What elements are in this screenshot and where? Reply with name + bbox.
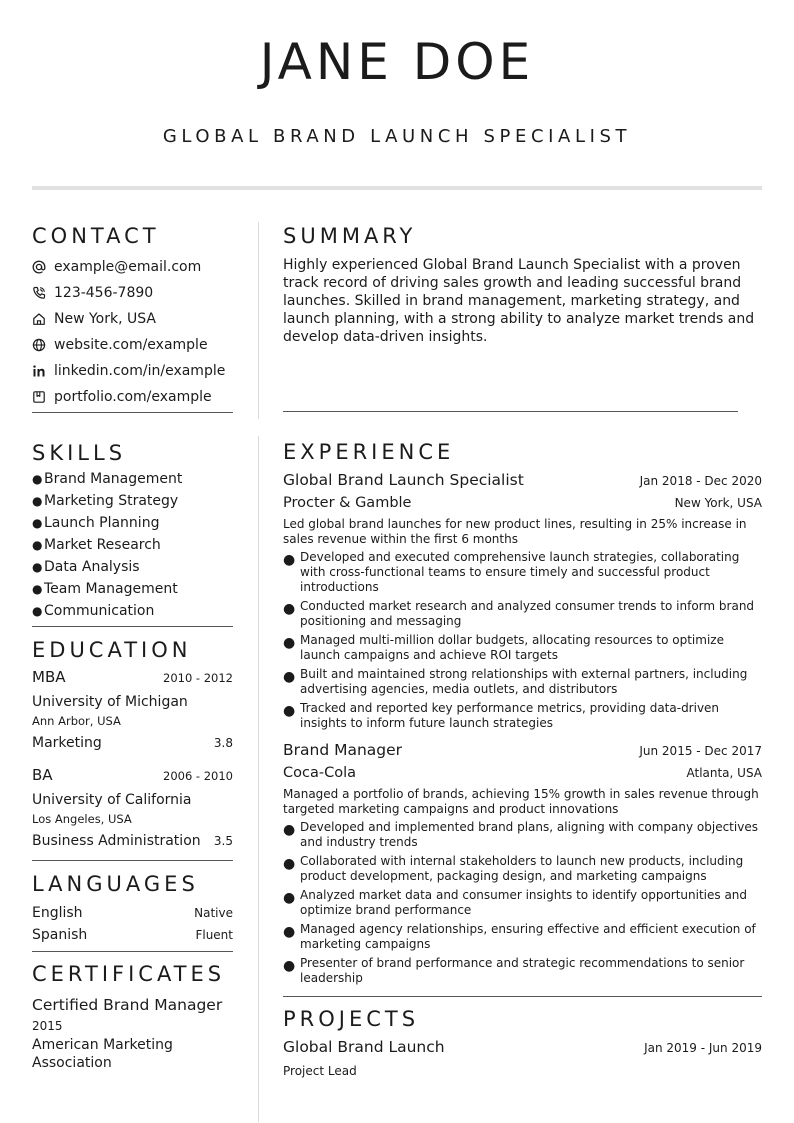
certificate-item — [32, 994, 233, 1072]
contact-linkedin-text: linkedin.com/in/example — [54, 363, 226, 379]
projects-heading: PROJECTS — [283, 1007, 420, 1031]
language-item — [32, 924, 233, 946]
education-years: 2006 - 2010 — [163, 769, 233, 783]
skill-item: ● Launch Planning — [32, 515, 160, 531]
language-level: Native — [194, 906, 233, 920]
languages-divider — [32, 951, 233, 952]
candidate-title: GLOBAL BRAND LAUNCH SPECIALIST — [162, 126, 632, 147]
contact-phone[interactable] — [32, 280, 233, 306]
job-company: Coca-Cola — [283, 765, 356, 781]
skill-item: ● Marketing Strategy — [32, 493, 179, 509]
education-section — [32, 636, 233, 861]
education-location: Ann Arbor, USA — [32, 714, 121, 728]
contact-website-text: website.com/example — [54, 337, 208, 353]
job-entry — [283, 741, 762, 986]
at-icon — [32, 260, 46, 274]
contact-linkedin[interactable] — [32, 358, 233, 384]
education-heading: EDUCATION — [32, 638, 192, 662]
job-bullet: ● Analyzed market data and consumer insights to identify opportunities and optimize brand performance — [283, 888, 748, 917]
job-description: Managed a portfolio of brands, achieving 15% growth in sales revenue through targeted marketing campaigns and product innovations — [283, 787, 759, 816]
contact-portfolio-text: portfolio.com/example — [54, 389, 212, 405]
education-degree: MBA — [32, 668, 66, 686]
job-bullets — [283, 820, 762, 986]
job-location: New York, USA — [674, 496, 762, 510]
contact-email-text: example@email.com — [54, 259, 202, 275]
skill-item: ● Communication — [32, 603, 155, 619]
job-dates: Jan 2018 - Dec 2020 — [639, 474, 762, 488]
header-divider — [32, 186, 762, 190]
job-title: Brand Manager — [283, 741, 403, 759]
languages-section — [32, 870, 233, 952]
skill-item: ● Market Research — [32, 537, 161, 553]
contact-list — [32, 254, 233, 410]
contact-email[interactable] — [32, 254, 233, 280]
globe-icon — [32, 338, 46, 352]
certificates-heading: CERTIFICATES — [32, 962, 226, 986]
education-school: University of California — [32, 792, 192, 808]
contact-location-text: New York, USA — [54, 311, 156, 327]
certificate-org: American Marketing Association — [32, 1037, 173, 1071]
contact-location — [32, 306, 233, 332]
language-item — [32, 902, 233, 924]
project-item — [283, 1038, 762, 1080]
education-entry — [32, 668, 233, 754]
right-column — [283, 222, 762, 1080]
job-bullet: ● Conducted market research and analyzed consumer trends to inform brand positioning and messaging — [283, 599, 755, 628]
languages-list — [32, 902, 233, 946]
project-dates: Jan 2019 - Jun 2019 — [644, 1041, 762, 1055]
education-gpa: 3.5 — [213, 834, 233, 848]
contact-portfolio[interactable] — [32, 384, 233, 410]
education-field: Business Administration — [32, 833, 201, 849]
education-degree: BA — [32, 766, 53, 784]
contact-phone-text: 123-456-7890 — [54, 285, 154, 301]
home-icon — [32, 312, 46, 326]
job-bullet: ● Developed and implemented brand plans, aligning with company objectives and industry trends — [283, 820, 758, 849]
job-bullet: ● Collaborated with internal stakeholders to launch new products, including product development, packaging design, and marketing campaigns — [283, 854, 744, 883]
language-name: Spanish — [32, 927, 88, 943]
phone-icon — [32, 286, 46, 300]
skill-item: ● Data Analysis — [32, 559, 140, 575]
job-entry — [283, 471, 762, 731]
job-dates: Jun 2015 - Dec 2017 — [639, 744, 762, 758]
summary-section — [283, 222, 762, 412]
skill-item: ● Team Management — [32, 581, 178, 597]
education-entry — [32, 766, 233, 852]
contact-heading: CONTACT — [32, 224, 160, 248]
job-description: Led global brand launches for new product lines, resulting in 25% increase in sales revenue within the first 6 months — [283, 517, 747, 546]
skills-list — [32, 468, 233, 622]
certificate-year: 2015 — [32, 1019, 63, 1033]
job-bullet: ● Built and maintained strong relationships with external partners, including advertising agencies, media outlets, and distributors — [283, 667, 748, 696]
job-bullet: ● Tracked and reported key performance metrics, providing data-driven insights to inform future launch strategies — [283, 701, 720, 730]
job-bullets — [283, 550, 762, 731]
job-company: Procter & Gamble — [283, 495, 412, 511]
job-bullet: ● Presenter of brand performance and strategic recommendations to senior leadership — [283, 956, 745, 985]
linkedin-icon — [32, 364, 46, 378]
summary-heading: SUMMARY — [283, 224, 417, 248]
job-title: Global Brand Launch Specialist — [283, 471, 524, 489]
contact-website[interactable] — [32, 332, 233, 358]
language-name: English — [32, 905, 83, 921]
job-bullet: ● Managed agency relationships, ensuring effective and efficient execution of marketing campaigns — [283, 922, 756, 951]
column-divider-bottom — [258, 436, 259, 1122]
summary-divider — [283, 411, 738, 412]
portfolio-icon — [32, 390, 46, 404]
education-years: 2010 - 2012 — [163, 671, 233, 685]
contact-section — [32, 222, 233, 413]
project-title: Global Brand Launch — [283, 1038, 445, 1056]
experience-section — [283, 438, 762, 997]
column-divider-top — [258, 222, 259, 419]
skills-section — [32, 439, 233, 627]
languages-heading: LANGUAGES — [32, 872, 199, 896]
education-school: University of Michigan — [32, 694, 188, 710]
education-gpa: 3.8 — [213, 736, 233, 750]
job-bullet: ● Managed multi-million dollar budgets, allocating resources to optimize launch campaigns and achieve ROI targets — [283, 633, 724, 662]
certificates-section — [32, 960, 233, 1072]
job-bullet: ● Developed and executed comprehensive launch strategies, collaborating with cross-functional teams to ensure timely and successful product introductions — [283, 550, 740, 594]
candidate-name: JANE DOE — [259, 33, 535, 91]
education-divider — [32, 860, 233, 861]
contact-divider — [32, 412, 233, 413]
skill-item: ● Brand Management — [32, 471, 183, 487]
projects-section — [283, 1005, 762, 1080]
skills-divider — [32, 626, 233, 627]
certificate-name: Certified Brand Manager — [32, 996, 223, 1014]
summary-text: Highly experienced Global Brand Launch Specialist with a proven track record of driving sales growth and leading successful brand launches. Skilled in brand management, marketing strategy, and launch planning, with a strong ability to analyze market trends and develop data-driven insights. — [283, 257, 755, 345]
education-location: Los Angeles, USA — [32, 812, 132, 826]
job-location: Atlanta, USA — [686, 766, 762, 780]
left-column — [32, 222, 233, 1072]
project-role: Project Lead — [283, 1064, 357, 1078]
experience-divider — [283, 996, 762, 997]
experience-heading: EXPERIENCE — [283, 440, 455, 464]
education-field: Marketing — [32, 735, 102, 751]
skills-heading: SKILLS — [32, 441, 127, 465]
language-level: Fluent — [195, 928, 233, 942]
